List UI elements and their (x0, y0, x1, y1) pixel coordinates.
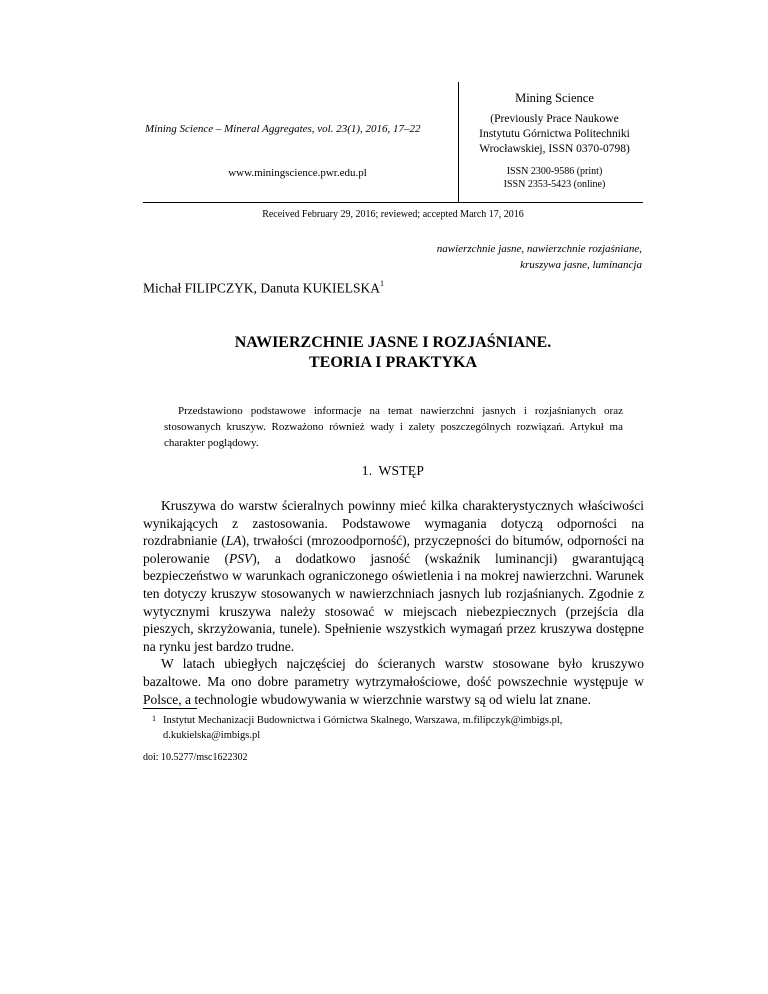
footnote-rule (143, 708, 197, 709)
received-dates: Received February 29, 2016; reviewed; accepted March 17, 2016 (262, 209, 524, 220)
journal-name: Mining Science (515, 91, 594, 105)
paragraph: W latach ubiegłych najczęściej do ścieranych warstw stosowane było kruszywo bazaltowe. Ma ono dobre parametry wytrzymałościowe, dość powszechnie występuje w Polsce, a technologie wbudowywania w wierzchnie warstwy są od wielu lat znane. (143, 656, 644, 707)
previous-name-line: Instytutu Górnictwa Politechniki (479, 128, 630, 140)
paragraph-text: ), a dodatkowo jasność (wskaźnik luminancji) gwarantującą bezpieczeństwo w warunkach ograniczonego oświetlenia i na mokrej nawierzchni. Warunek ten dotyczy kruszyw stosowanych w nawierzchniach jasnych lub rozjaśnianych. Zgodnie z wytycznymi kruszywa należy stosować w miejscach niebezpiecznych (przejścia dla pieszych, skrzyżowania, tunele). Spełnienie wszystkich wymagań przez kruszywa dostępne na rynku jest bardzo trudne. (143, 550, 644, 654)
title-line: TEORIA I PRAKTYKA (308, 354, 478, 371)
header-divider-horizontal (143, 202, 643, 203)
section-number: 1. (361, 463, 373, 478)
footnote-line: d.kukielska@imbigs.pl (163, 730, 261, 741)
body-text (143, 497, 644, 708)
previous-journal-name (463, 112, 646, 157)
paragraph (143, 497, 644, 655)
header-divider-vertical (458, 82, 459, 202)
abbrev-la: LA (225, 533, 242, 549)
previous-name-line: (Previously Prace Naukowe (490, 113, 619, 125)
keywords (282, 241, 642, 273)
paragraph-text: ), trwałości (mrozoodporność), przyczepności do bitumów, odporności na polerowanie ( (143, 533, 644, 566)
title-line: NAWIERZCHNIE JASNE I ROZJAŚNIANE. (234, 334, 552, 351)
journal-citation: Mining Science – Mineral Aggregates, vol. 23(1), 2016, 17–22 (145, 123, 421, 135)
keywords-line: nawierzchnie jasne, nawierzchnie rozjaśniane, (436, 243, 642, 255)
abstract: Przedstawiono podstawowe informacje na temat nawierzchni jasnych i rozjaśnianych oraz stosowanych kruszyw. Rozważono również wady i zalety poszczególnych rozwiązań. Artykuł ma charakter poglądowy. (164, 405, 623, 449)
authors (143, 280, 384, 297)
footnote (143, 713, 643, 743)
paragraph-text: Kruszywa do warstw ścieralnych powinny mieć kilka charakterystycznych właściwości wynikających z zastosowania. Podstawowe wymagania dotyczą odporności na rozdrabnianie ( (143, 498, 644, 549)
issn-print: ISSN 2300-9586 (print) (506, 166, 603, 177)
author-footnote-mark[interactable]: 1 (379, 279, 384, 288)
keywords-line: kruszywa jasne, luminancja (520, 259, 642, 271)
author-names: Michał FILIPCZYK, Danuta KUKIELSKA (143, 280, 380, 296)
section-title: WSTĘP (378, 463, 425, 478)
journal-website[interactable]: www.miningscience.pwr.edu.pl (228, 167, 367, 179)
issn-online: ISSN 2353-5423 (online) (503, 179, 606, 190)
doi[interactable]: doi: 10.5277/msc1622302 (143, 752, 248, 763)
previous-name-line: Wrocławskiej, ISSN 0370-0798) (479, 143, 630, 155)
abbrev-psv: PSV (228, 550, 253, 566)
article-title (143, 333, 643, 373)
issn-block (463, 165, 646, 191)
section-heading (143, 463, 643, 479)
footnote-line: Instytut Mechanizacji Budownictwa i Górnictwa Skalnego, Warszawa, m.filipczyk@imbigs.pl, (163, 715, 563, 726)
footnote-mark: 1 (152, 714, 156, 723)
